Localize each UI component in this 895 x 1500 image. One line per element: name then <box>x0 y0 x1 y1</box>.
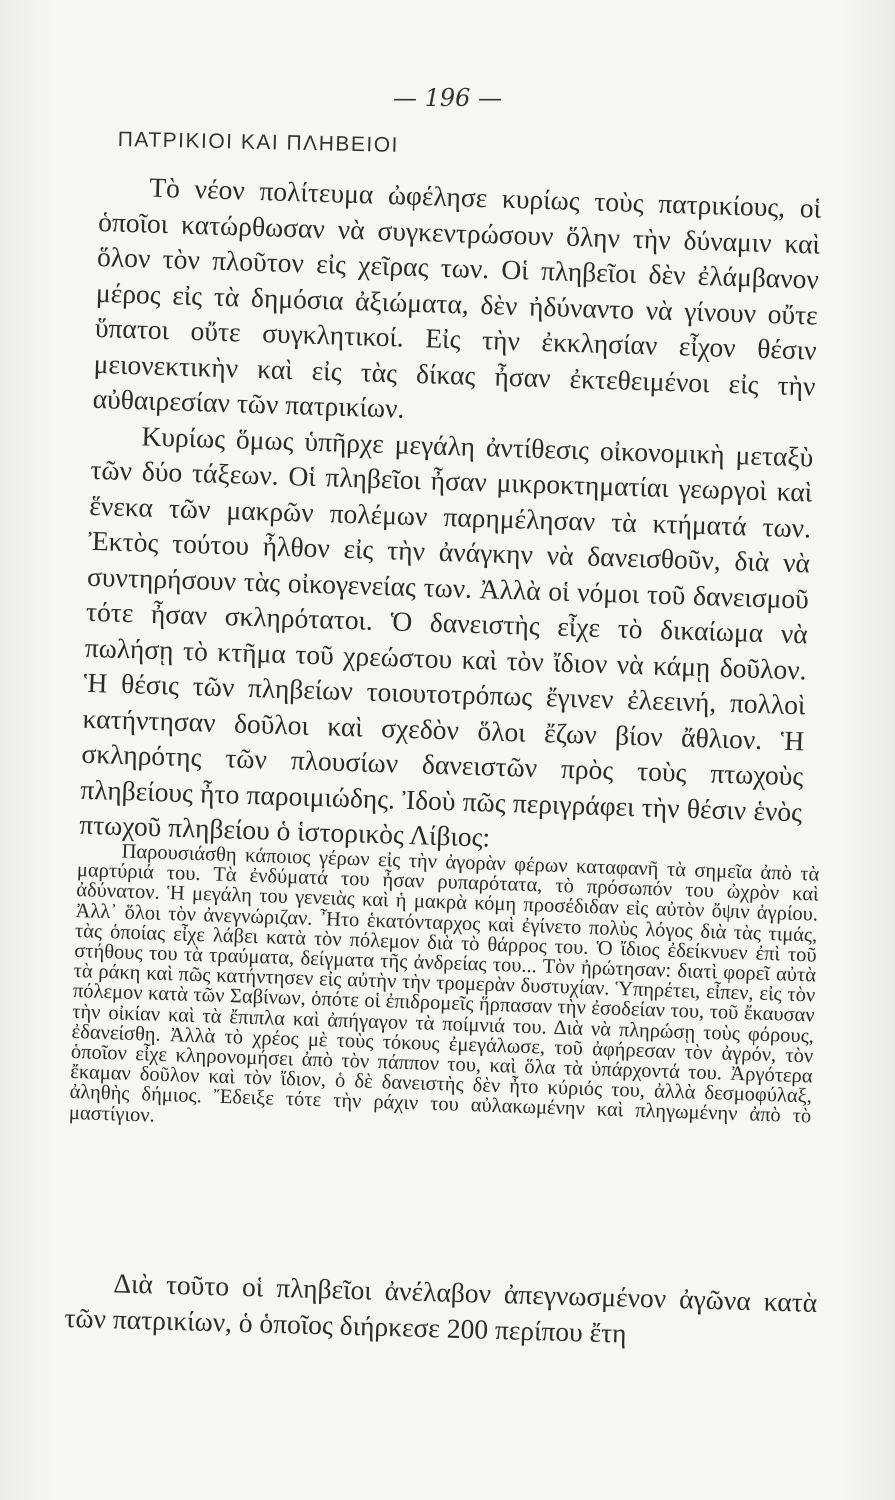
page-number: — 196 — <box>392 84 503 112</box>
livy-quotation <box>69 840 820 1147</box>
closing-text <box>64 1264 818 1357</box>
chapter-title: ΠΑΤΡΙΚΙΟΙ ΚΑΙ ΠΛΗΒΕΙΟΙ <box>117 128 400 157</box>
body-paragraph-2: Κυρίως ὅμως ὑπῆρχε μεγάλη ἀντίθεσις οἰκονομικὴ μεταξὺ τῶν δύο τάξεων. Οἱ πληβεῖοι ἦσαν μικροκτηματίαι γεωργοὶ καὶ ἕνεκα τῶν μακρῶν πολέμων παρημέλησαν τὰ κτήματά των. Ἐκτὸς τούτου ἦλθον εἰς τὴν ἀνάγκην νὰ δανεισθοῦν, διὰ νὰ συντηρήσουν τὰς οἰκογενείας των. Ἀλλὰ οἱ νόμοι τοῦ δανεισμοῦ τότε ἦσαν σκληρότατοι. Ὁ δανειστὴς εἶχε τὸ δικαίωμα νὰ πωλήσῃ τὸ κτῆμα τοῦ χρεώστου καὶ τὸν ἴδιον νὰ κάμῃ δοῦλον. Ἡ θέσις τῶν πληβείων τοιουτοτρόπως ἔγινεν ἐλεεινή, πολλοὶ κατήντησαν δοῦλοι καὶ σχεδὸν ὅλοι ἔζων βίον ἄθλιον. Ἡ σκληρότης τῶν πλουσίων δανειστῶν πρὸς τοὺς πτωχοὺς πληβείους ἦτο παροιμιώδης. Ἰδοὺ πῶς περιγράφει τὴν θέσιν ἑνὸς πτωχοῦ πληβείου ὁ ἱστορικὸς Λίβιος: <box>78 419 814 853</box>
closing-paragraph: Διὰ τοῦτο οἱ πληβεῖοι ἀνέλαβον ἀπεγνωσμένον ἀγῶνα κατὰ τῶν πατρικίων, ὁ ὁποῖος διήρκεσε 200 περίπου ἔτη <box>64 1267 818 1349</box>
body-paragraph-1: Τὸ νέον πολίτευμα ὠφέλησε κυρίως τοὺς πατρικίους, οἱ ὁποῖοι κατώρθωσαν νὰ συγκεντρώσουν ὅλην τὴν δύναμιν καὶ ὅλον τὸν πλοῦτον εἰς χεῖρας των. Οἱ πληβεῖοι δὲν ἐλάμβανον μέρος εἰς τὰ δημόσια ἀξιώματα, δὲν ἠδύναντο νὰ γίνουν οὔτε ὕπατοι οὔτε συγκλητικοί. Εἰς τὴν ἐκκλησίαν εἶχον θέσιν μειονεκτικὴν καὶ εἰς τὰς δίκας ἦσαν ἐκτεθειμένοι εἰς τὴν αὐθαιρεσίαν τῶν πατρικίων. <box>92 171 822 424</box>
quotation-paragraph: Παρουσιάσθη κάποιος γέρων εἰς τὴν ἀγορὰν φέρων καταφανῆ τὰ σημεῖα ἀπὸ τὰ μαρτύριά του. Τὰ ἐνδύματά του ἦσαν ρυπαρότατα, τὸ πρόσωπόν του ὠχρὸν καὶ ἀδύνατον. Ἡ μεγάλη του γενειὰς καὶ ἡ μακρὰ κόμη προσέδιδαν εἰς αὐτὸν ὄψιν ἀγρίου. Ἀλλ᾽ ὅλοι τὸν ἀνεγνώριζαν. Ἦτο ἑκατόνταρχος καὶ ἐγίνετο πολὺς λόγος διὰ τὰς τιμάς, τὰς ὁποίας εἶχε λάβει κατὰ τὸν πόλεμον διὰ τὸ θάρρος του. Ὁ ἴδιος ἐδείκνυεν ἐπὶ τοῦ στήθους του τὰ τραύματα, δείγματα τῆς ἀνδρείας του... Τὸν ἠρώτησαν: διατὶ φορεῖ αὐτὰ τὰ ράκη καὶ πῶς κατήντησεν εἰς αὐτὴν τὴν τρομερὰν δυστυχίαν. Ὑπηρέτει, εἶπεν, εἰς τὸν πόλεμον κατὰ τῶν Σαβίνων, ὁπότε οἱ ἐπιδρομεῖς ἥρπασαν τὴν ἐσοδείαν του, τοῦ ἔκαυσαν τὴν οἰκίαν καὶ τὰ ἔπιπλα καὶ ἀπήγαγον τὰ ποίμνιά του. Διὰ νὰ πληρώσῃ τοὺς φόρους, ἐδανείσθη. Ἀλλὰ τὸ χρέος μὲ τοὺς τόκους ἐμεγάλωσε, τοῦ ἀφήρεσαν τὸν ἀγρόν, τὸν ὁποῖον εἶχε κληρονομήσει ἀπὸ τὸν πάππον του, καὶ ὅλα τὰ ὑπάρχοντά του. Ἀργότερα ἔκαμαν δοῦλον καὶ τὸν ἴδιον, ὁ δὲ δανειστὴς δὲν ἦτο κύριός του, ἀλλὰ δεσμοφύλαξ, ἀληθὴς δήμιος. Ἔδειξε τότε τὴν ράχιν του αὐλακωμένην καὶ πληγωμένην ἀπὸ τὸ μαστίγιον. <box>68 840 820 1128</box>
main-text <box>79 168 822 865</box>
